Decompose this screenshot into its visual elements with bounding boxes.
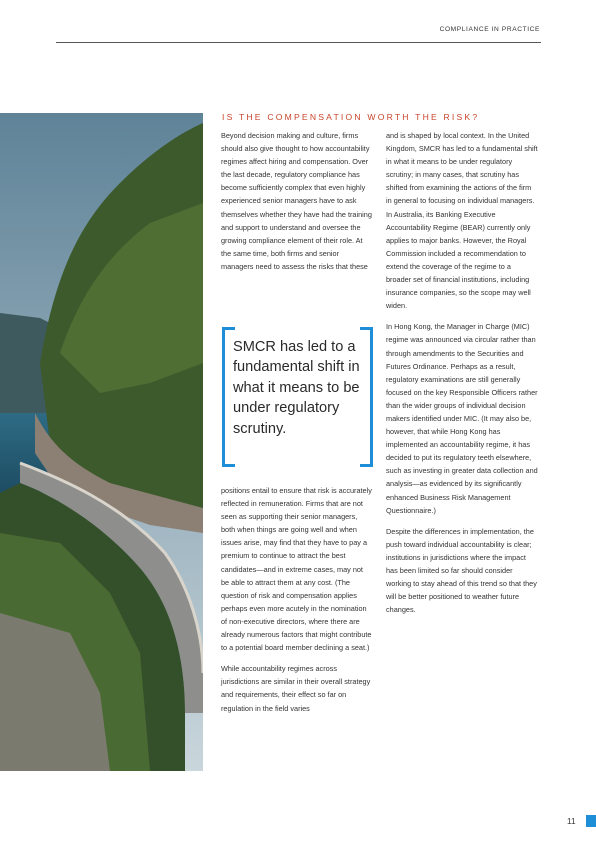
header-rule bbox=[56, 42, 541, 43]
section-title: IS THE COMPENSATION WORTH THE RISK? bbox=[222, 112, 480, 122]
pull-quote-text: SMCR has led to a fundamental shift in what it means to be under regulatory scrutiny. bbox=[233, 339, 360, 437]
page-number: 11 bbox=[567, 817, 576, 826]
body-paragraph: While accountability regimes across jurisdictions are similar in their overall strategy and requirements, their effect so far on regulation in the field varies bbox=[221, 664, 371, 713]
pull-quote bbox=[222, 327, 373, 463]
running-head: COMPLIANCE IN PRACTICE bbox=[439, 26, 540, 33]
column-1-top bbox=[221, 129, 373, 281]
body-paragraph: Despite the differences in implementation, the push toward individual accountability is clear; institutions in jurisdictions where the impact has been limited so far should consider working to stay ahead of this trend so that they will be better positioned to weather future changes. bbox=[386, 526, 537, 615]
body-paragraph: Beyond decision making and culture, firms should also give thought to how accountability regimes affect hiring and compensation. Over the last decade, regulatory compliance has become sufficiently complex that even highly experienced senior managers have to ask themselves whether they have had the training and support to understand and oversee the growing compliance element of their role. At the same time, both firms and senior managers need to assess the risks that these bbox=[221, 131, 372, 271]
coastal-road-photo bbox=[0, 113, 203, 771]
body-paragraph: and is shaped by local context. In the United Kingdom, SMCR has led to a fundamental shift in what it means to be under regulatory scrutiny; in many cases, that scrutiny has shifted from examining the actions of the firm in general to focusing on individual managers. In Australia, its Banking Executive Accountability Regime (BEAR) currently only applies to major banks. However, the Royal Commission included a recommendation to extend the coverage of the regime to a broader set of financial institutions, including insurance companies, so the scope may well widen. bbox=[386, 131, 538, 311]
body-paragraph: In Hong Kong, the Manager in Charge (MIC) regime was announced via circular rather than through amendments to the Securities and Futures Ordinance. Perhaps as a result, regulatory examinations are still generally focused on the key Responsible Officers rather than the wider groups of individual decision makers identified under MIC. (It may also be, however, that while Hong Kong has implemented an accountability regime, it has decided to put its regulatory teeth elsewhere, such as investing in greater data collection and analysis—as evidenced by its significantly enhanced Business Risk Management Questionnaire.) bbox=[386, 322, 538, 515]
pull-quote-right-bracket bbox=[360, 327, 373, 467]
column-2 bbox=[386, 129, 538, 624]
column-1-bottom bbox=[221, 484, 373, 723]
body-paragraph: positions entail to ensure that risk is accurately reflected in remuneration. Firms that are not seen as supporting their senior managers, both when things are going well and when issues arise, may find that they have to pay a premium to continue to attract the best candidates—and in extreme cases, may not be able to attract them at any cost. (The question of risk and compensation applies perhaps even more acutely in the nomination of non-executive directors, where there are already numerous factors that might contribute to a potential board member declining a seat.) bbox=[221, 486, 372, 653]
page-tab-accent bbox=[586, 815, 596, 827]
